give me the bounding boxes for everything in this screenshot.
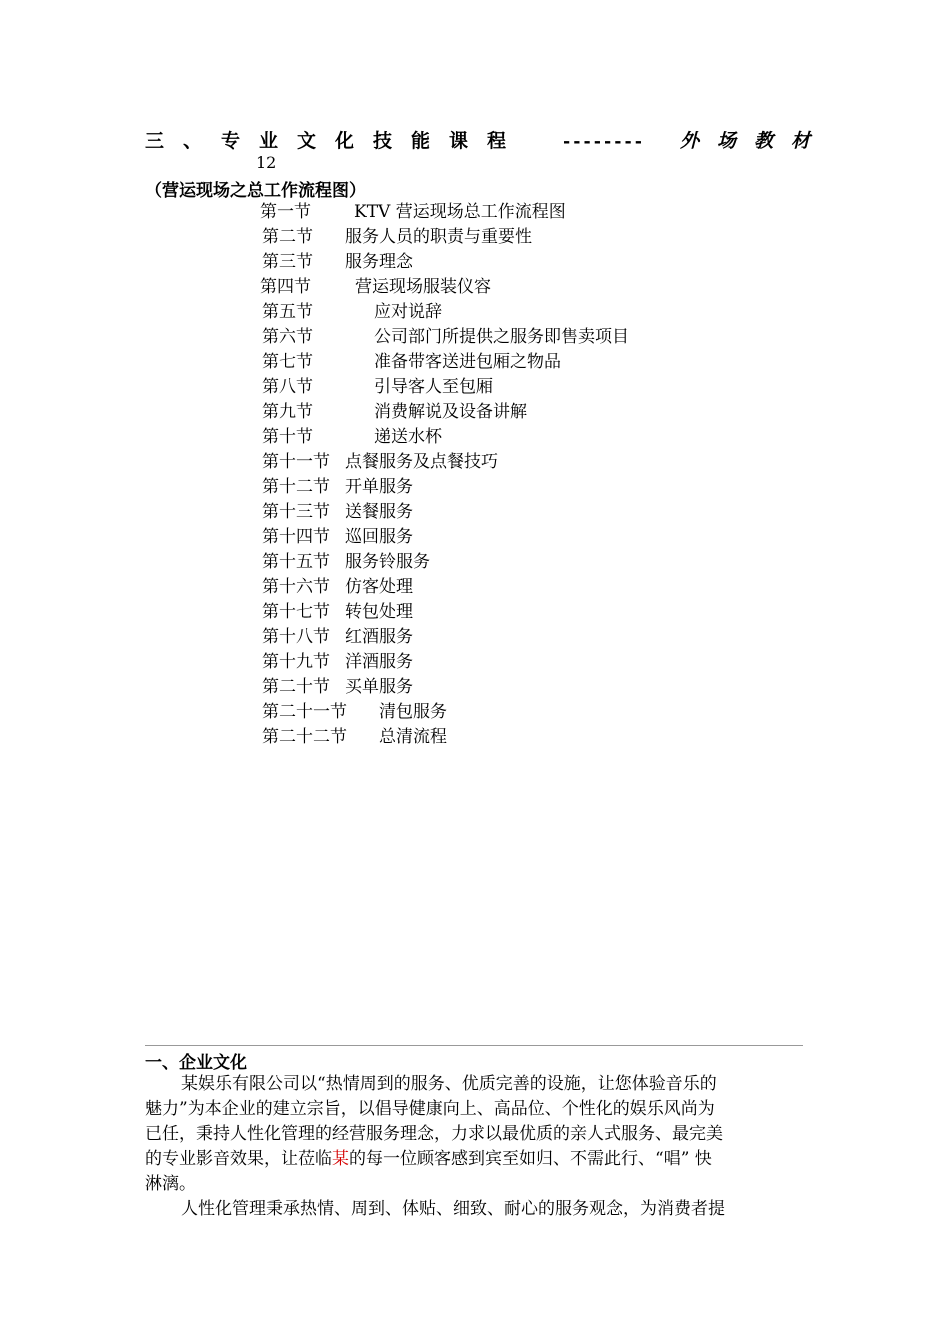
toc-text: 红酒服务 — [345, 627, 413, 647]
toc-item — [260, 575, 413, 600]
toc-text: KTV 营运现场总工作流程图 — [354, 202, 566, 222]
toc-text: 开单服务 — [345, 477, 413, 497]
toc-text: 服务理念 — [345, 252, 413, 272]
toc-text: 总清流程 — [379, 727, 447, 747]
toc-number: 第一节 — [260, 202, 311, 222]
toc-item — [260, 675, 413, 700]
toc-text: 营运现场服装仪容 — [355, 277, 491, 297]
toc-number: 第十五节 — [262, 552, 330, 572]
toc-text: 仿客处理 — [345, 577, 413, 597]
toc-text: 洋酒服务 — [345, 652, 413, 672]
toc-item — [260, 200, 566, 225]
paragraph-corporate-culture — [145, 1072, 805, 1197]
toc-item — [260, 325, 629, 350]
table-of-contents — [260, 200, 629, 750]
toc-item — [260, 225, 532, 250]
toc-text: 清包服务 — [379, 702, 447, 722]
highlighted-text: 某 — [332, 1149, 349, 1169]
toc-item — [260, 650, 413, 675]
toc-text: 公司部门所提供之服务即售卖项目 — [374, 327, 629, 347]
toc-text: 应对说辞 — [374, 302, 442, 322]
toc-number: 第十二节 — [262, 477, 330, 497]
title-main: 三、专业文化技能课程 — [145, 130, 526, 152]
toc-text: 服务铃服务 — [345, 552, 430, 572]
toc-text: 消费解说及设备讲解 — [374, 402, 527, 422]
toc-item — [260, 725, 447, 750]
paragraph-line: 某娱乐有限公司以“热情周到的服务、优质完善的设施，让您体验音乐的 — [181, 1074, 717, 1094]
toc-text: 点餐服务及点餐技巧 — [345, 452, 498, 472]
document-title — [145, 126, 828, 153]
paragraph-line: 人性化管理秉承热情、周到、体贴、细致、耐心的服务观念，为消费者提 — [181, 1199, 725, 1219]
toc-item — [260, 700, 447, 725]
line-segment: 的专业影音效果，让莅临 — [145, 1149, 332, 1169]
section-divider — [145, 1045, 803, 1046]
line-segment: 的每一位顾客感到宾至如归、不需此行、“唱” 快 — [349, 1149, 712, 1169]
toc-item — [260, 600, 413, 625]
toc-number: 第十一节 — [262, 452, 330, 472]
toc-item — [260, 550, 430, 575]
toc-text: 转包处理 — [345, 602, 413, 622]
toc-number: 第六节 — [262, 327, 313, 347]
toc-number: 第十七节 — [262, 602, 330, 622]
toc-text: 买单服务 — [345, 677, 413, 697]
toc-number: 第十三节 — [262, 502, 330, 522]
toc-item — [260, 275, 491, 300]
toc-item — [260, 500, 413, 525]
toc-number: 第二节 — [262, 227, 313, 247]
toc-number: 第二十节 — [262, 677, 330, 697]
toc-number: 第四节 — [260, 277, 311, 297]
toc-number: 第十节 — [262, 427, 313, 447]
paragraph-line — [145, 1147, 805, 1172]
toc-item — [260, 425, 442, 450]
toc-number: 第七节 — [262, 352, 313, 372]
toc-item — [260, 400, 527, 425]
paragraph-humanized-management — [145, 1197, 805, 1222]
paragraph-line: 已任，秉持人性化管理的经营服务理念，力求以最优质的亲人式服务、最完美 — [145, 1124, 723, 1144]
toc-number: 第十八节 — [262, 627, 330, 647]
toc-number: 第八节 — [262, 377, 313, 397]
toc-text: 引导客人至包厢 — [374, 377, 493, 397]
toc-number: 第九节 — [262, 402, 313, 422]
toc-item — [260, 525, 413, 550]
title-dashes: -------- — [561, 132, 644, 152]
section-heading: 一、企业文化 — [145, 1053, 247, 1073]
toc-number: 第十四节 — [262, 527, 330, 547]
toc-text: 准备带客送进包厢之物品 — [374, 352, 561, 372]
paragraph-line: 淋漓。 — [145, 1174, 196, 1194]
toc-text: 递送水杯 — [374, 427, 442, 447]
toc-item — [260, 250, 413, 275]
toc-item — [260, 450, 498, 475]
toc-number: 第二十二节 — [262, 727, 347, 747]
toc-item — [260, 300, 442, 325]
toc-text: 服务人员的职责与重要性 — [345, 227, 532, 247]
toc-item — [260, 475, 413, 500]
toc-text: 巡回服务 — [345, 527, 413, 547]
toc-item — [260, 350, 561, 375]
toc-number: 第十九节 — [262, 652, 330, 672]
toc-text: 送餐服务 — [345, 502, 413, 522]
subtitle: （营运现场之总工作流程图） — [145, 181, 366, 201]
title-italic: 外场教材 — [679, 130, 828, 152]
toc-number: 第五节 — [262, 302, 313, 322]
paragraph-line: 魅力”为本企业的建立宗旨，以倡导健康向上、高品位、个性化的娱乐风尚为 — [145, 1099, 715, 1119]
toc-item — [260, 375, 493, 400]
toc-item — [260, 625, 413, 650]
page-number: 12 — [256, 153, 277, 172]
toc-number: 第三节 — [262, 252, 313, 272]
toc-number: 第十六节 — [262, 577, 330, 597]
toc-number: 第二十一节 — [262, 702, 347, 722]
